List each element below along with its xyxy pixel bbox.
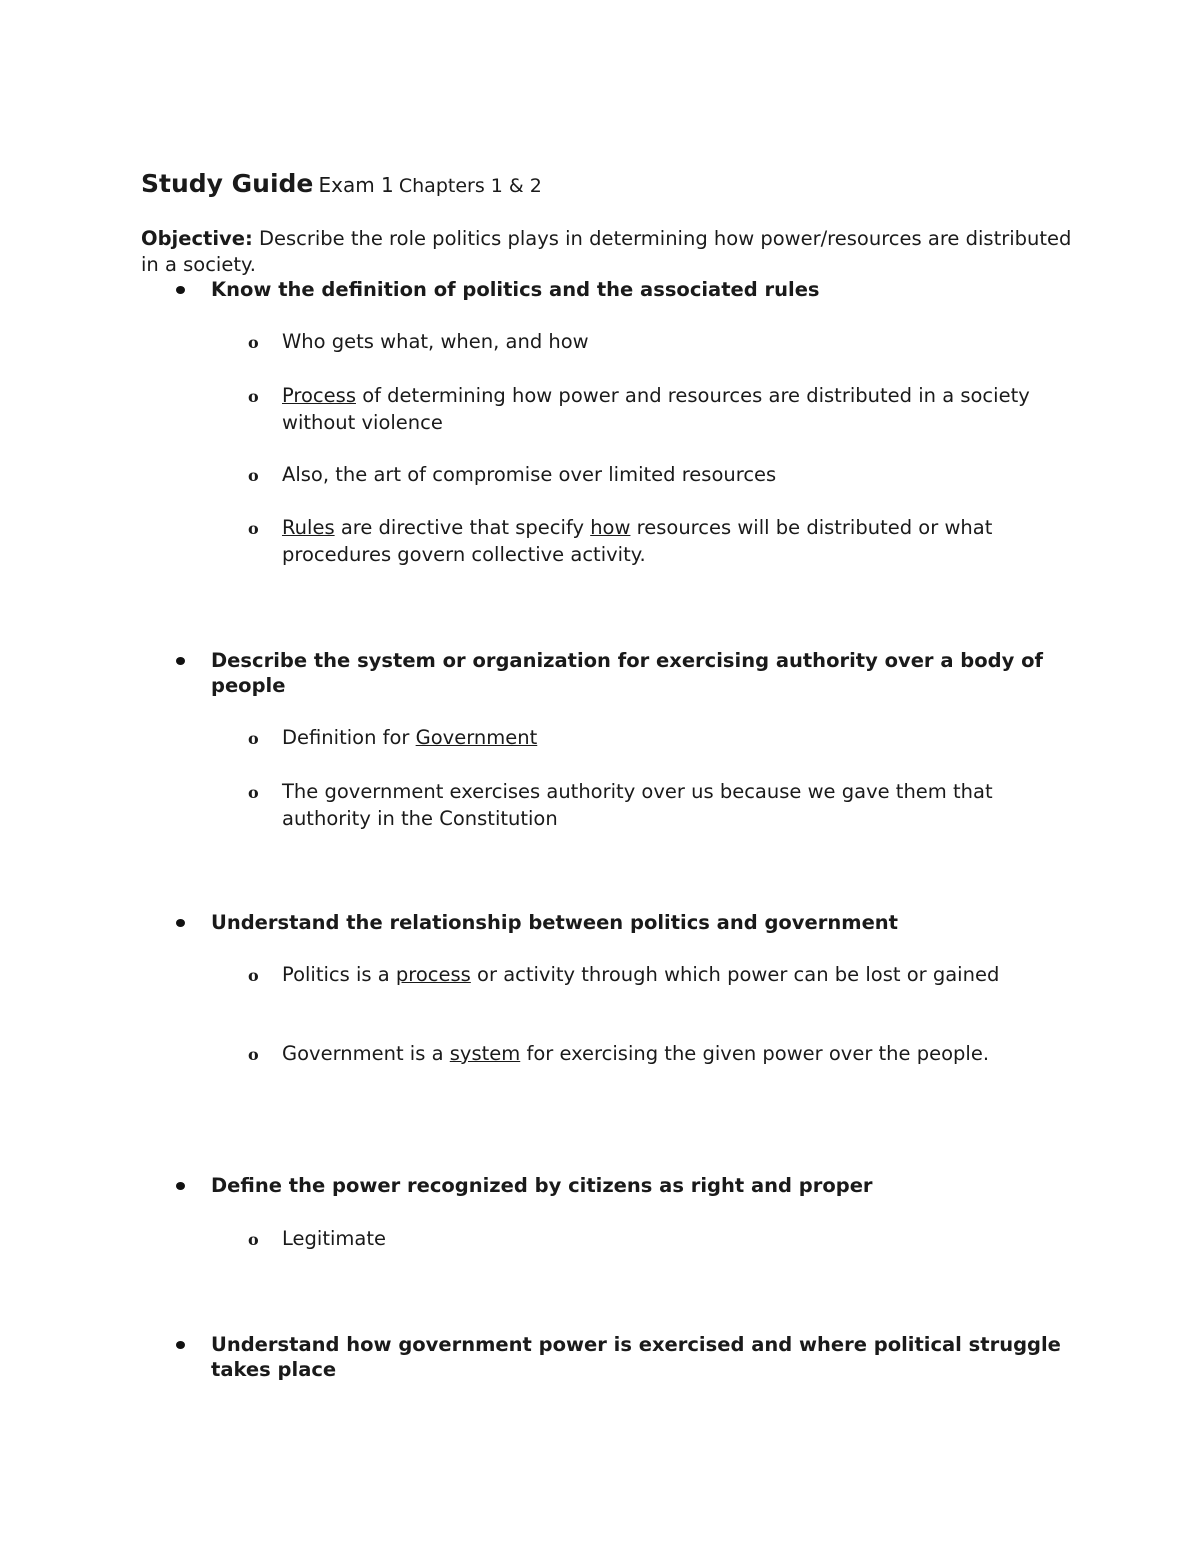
sub-bullet-icon: o [248,783,259,802]
list-item-text: Legitimate [282,1227,386,1250]
section-heading: Understand how government power is exercised and where political struggle takes place [211,1333,1061,1381]
list-item-text: Also, the art of compromise over limited resources [282,463,777,486]
underlined-term: Government [415,726,538,749]
underlined-term: how [590,516,631,539]
underlined-term: system [449,1042,521,1065]
title-exam: Exam 1 [318,173,394,197]
objective-text: Describe the role politics plays in determining how power/resources are distributed in a society. [141,227,1072,276]
title-chapters: Chapters 1 & 2 [398,175,542,197]
sub-bullet-icon: o [248,466,259,485]
sub-bullet-icon: o [248,729,259,748]
bullet-icon [176,657,185,665]
bullet-icon [176,919,185,927]
objective-paragraph [141,226,1081,278]
underlined-term: process [395,963,471,986]
underlined-term: Rules [282,516,335,539]
title-main: Study Guide [141,169,314,198]
sub-bullet-icon: o [248,519,259,538]
sub-bullet-icon: o [248,1045,259,1064]
objective-label: Objective: [141,227,253,250]
list-item-text: Rules are directive that specify how resources will be distributed or what procedures govern collective activity. [282,516,993,566]
sub-bullet-icon: o [248,1230,259,1249]
bullet-icon [176,1341,185,1349]
section-heading: Know the definition of politics and the associated rules [211,278,820,301]
section-heading: Define the power recognized by citizens as right and proper [211,1174,873,1197]
sub-bullet-icon: o [248,333,259,352]
bullet-icon [176,1182,185,1190]
section-heading: Describe the system or organization for exercising authority over a body of people [211,649,1043,697]
list-item-text: Politics is a process or activity through which power can be lost or gained [282,963,1000,986]
list-item-text: Process of determining how power and resources are distributed in a society without violence [282,384,1030,434]
sub-bullet-icon: o [248,966,259,985]
sub-bullet-icon: o [248,387,259,406]
section-heading: Understand the relationship between politics and government [211,911,898,934]
list-item-text: The government exercises authority over us because we gave them that authority in the Constitution [282,780,993,830]
bullet-icon [176,286,185,294]
list-item-text: Government is a system for exercising the given power over the people. [282,1042,990,1065]
list-item-text: Who gets what, when, and how [282,330,589,353]
underlined-term: Process [282,384,356,407]
list-item-text: Definition for Government [282,726,538,749]
page-title [141,168,542,203]
